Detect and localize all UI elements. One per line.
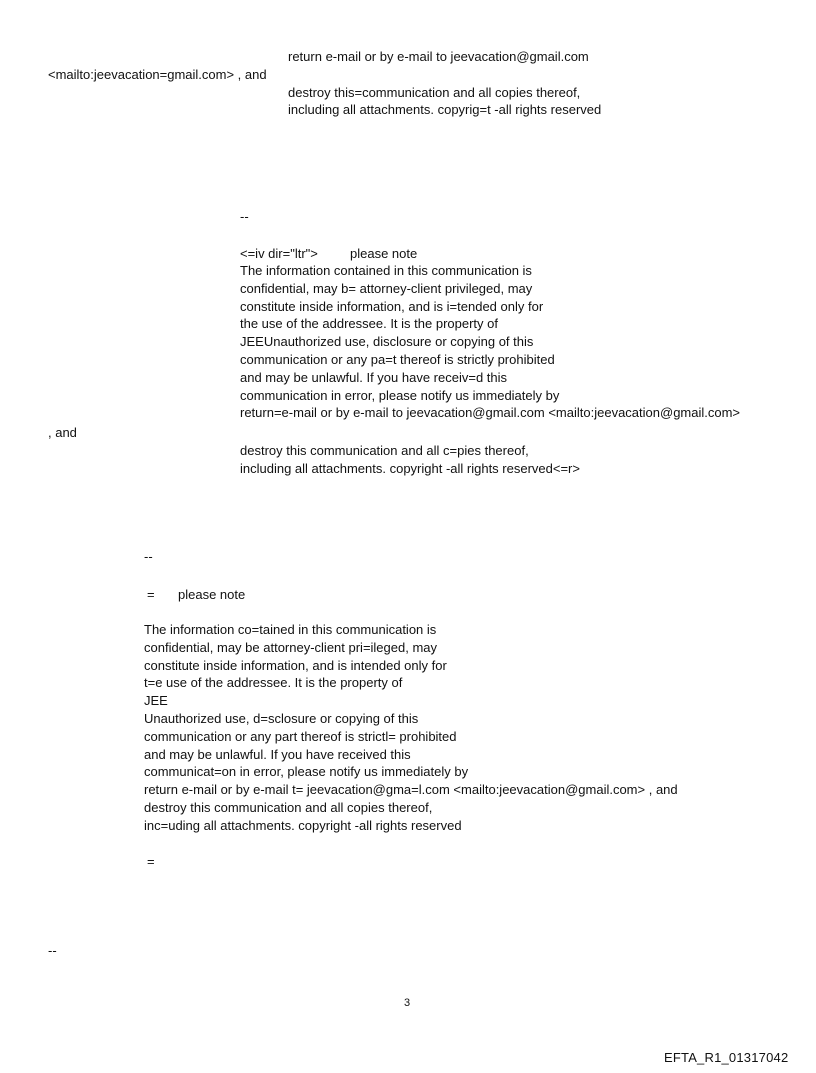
section2-and-line: , and	[48, 425, 77, 440]
section2-header-note: please note	[350, 246, 418, 261]
section2-body-line: The information contained in this communication is	[240, 263, 532, 278]
section2-including-line: including all attachments. copyright -all rights reserved<=r>	[240, 461, 580, 476]
section2-body	[240, 262, 740, 422]
section2-body-line: the use of the addressee. It is the property of	[240, 316, 498, 332]
section1-line-1: return e-mail or by e-mail to jeevacation@gmail.com	[288, 49, 589, 64]
section2-body-line: communication or any pa=t thereof is strictly prohibited	[240, 351, 555, 367]
section2-separator: --	[240, 209, 249, 224]
section3-body-line: Unauthorized use, d=sclosure or copying of this	[144, 710, 419, 726]
section3-body-line: confidential, may be attorney-client pri=ileged, may	[144, 639, 438, 655]
section2-header-prefix: <=iv dir="ltr">	[240, 246, 318, 261]
section3-eq-marker: =	[147, 587, 155, 602]
section3-body-line: communicat=on in error, please notify us immediately by	[144, 764, 469, 780]
section2-body-line: confidential, may b= attorney-client privileged, may	[240, 280, 533, 296]
section3-body-line: and may be unlawful. If you have received this	[144, 746, 411, 762]
section3-body-line: The information co=tained in this communication is	[144, 622, 437, 637]
section2-body-line: JEEUnauthorized use, disclosure or copying of this	[240, 334, 534, 350]
section2-body-line: return=e-mail or by e-mail to jeevacation@gmail.com <mailto:jeevacation@gmail.com>	[240, 405, 741, 421]
section1-line-2: <mailto:jeevacation=gmail.com> , and	[48, 67, 267, 82]
section3-body-line: inc=uding all attachments. copyright -all rights reserved	[144, 817, 462, 833]
section3-closing-eq: =	[147, 854, 155, 869]
section3-body-line: communication or any part thereof is strictl= prohibited	[144, 728, 457, 744]
section3-body-line: t=e use of the addressee. It is the property of	[144, 675, 403, 691]
section3-body-line: constitute inside information, and is intended only for	[144, 657, 447, 673]
section1-line-3: destroy this=communication and all copies thereof,	[288, 85, 581, 100]
section3-body-line: destroy this communication and all copies thereof,	[144, 799, 433, 815]
section3-body	[144, 621, 678, 835]
section3-body-line: JEE	[144, 693, 168, 709]
section2-body-line: constitute inside information, and is i=tended only for	[240, 298, 544, 314]
section2-destroy-line: destroy this communication and all c=pies thereof,	[240, 443, 529, 458]
section3-body-line: return e-mail or by e-mail t= jeevacation@gma=l.com <mailto:jeevacation@gmail.com> , and	[144, 782, 678, 798]
section2-body-line: and may be unlawful. If you have receiv=d this	[240, 369, 508, 385]
section1-line-4: including all attachments. copyrig=t -all rights reserved	[288, 102, 602, 117]
bates-number: EFTA_R1_01317042	[664, 1050, 789, 1065]
section2-body-line: communication in error, please notify us immediately by	[240, 387, 560, 403]
final-separator: --	[48, 943, 57, 958]
section3-header-note: please note	[178, 587, 246, 602]
page-number: 3	[404, 997, 411, 1009]
section3-separator: --	[144, 549, 153, 564]
